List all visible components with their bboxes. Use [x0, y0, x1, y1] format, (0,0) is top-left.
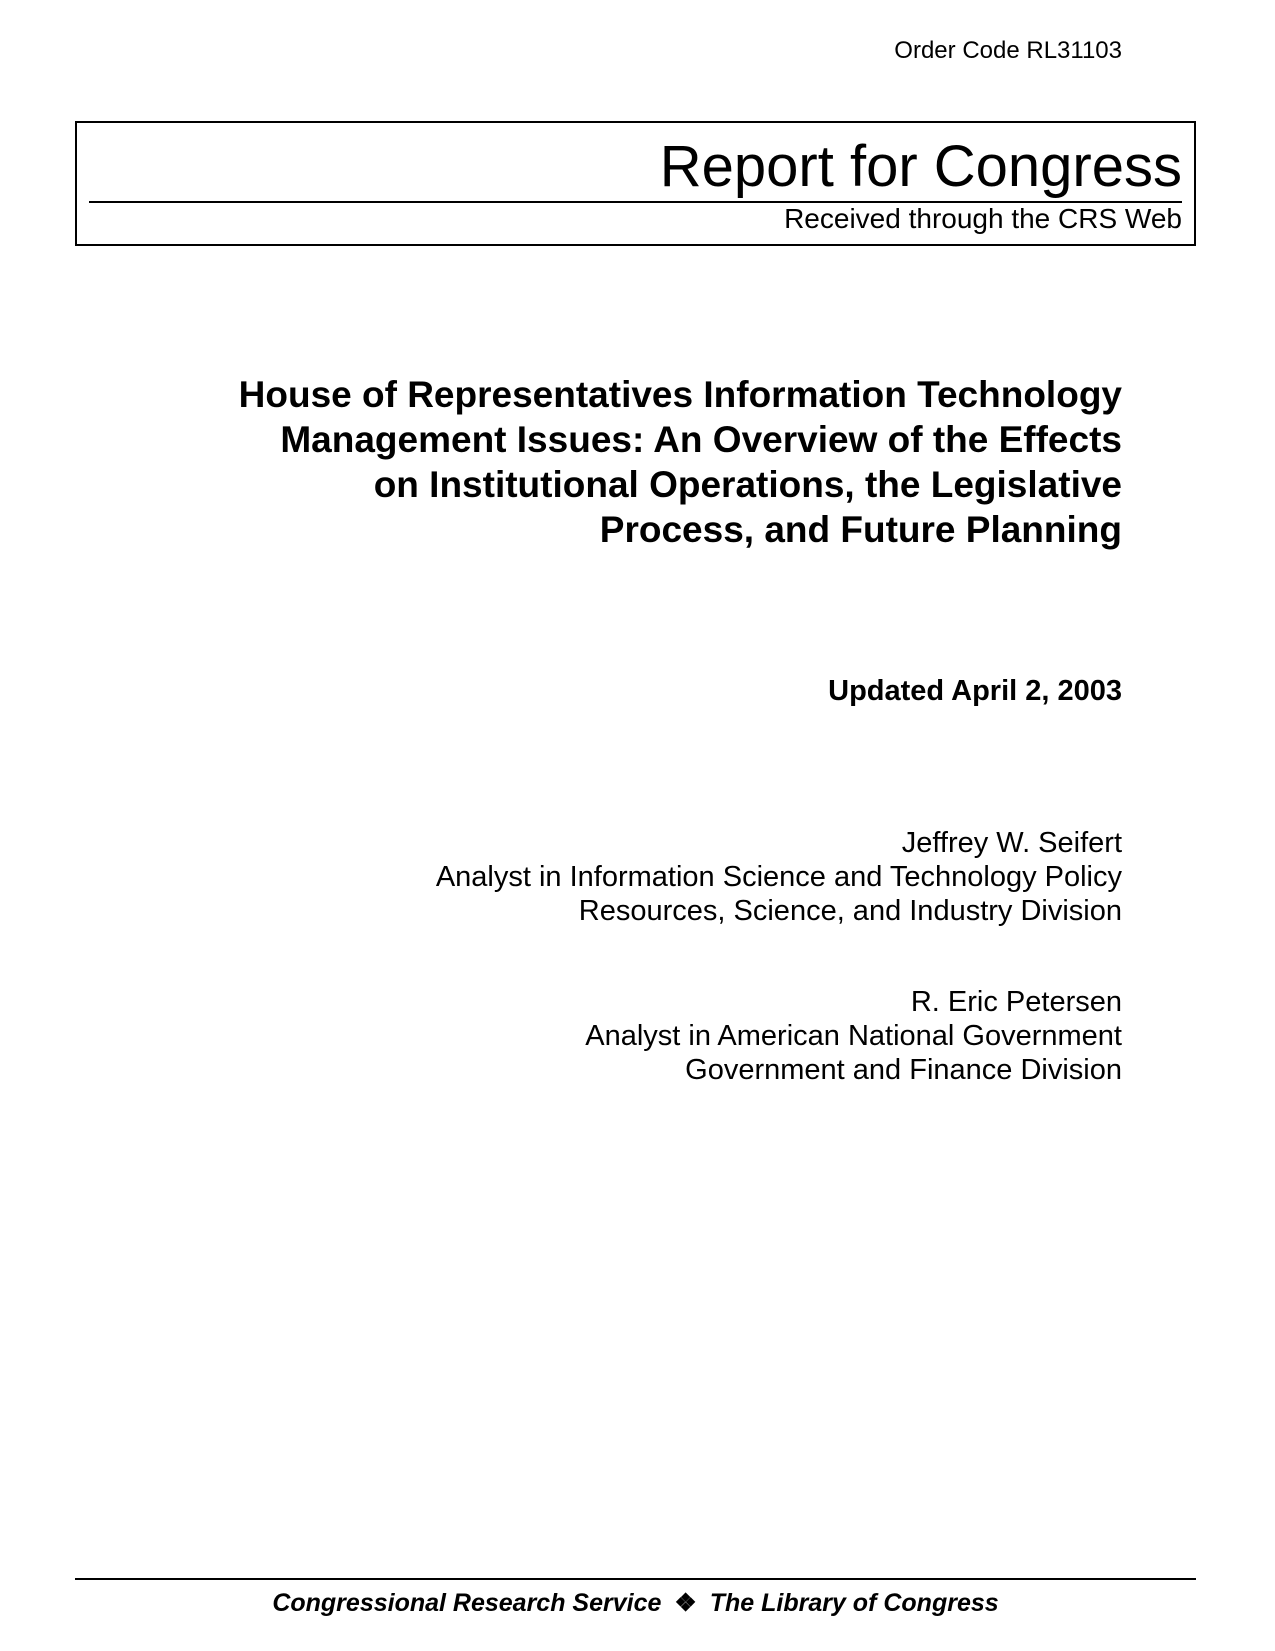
author-block [222, 826, 1122, 928]
report-title-line: House of Representatives Information Technology [238, 374, 1122, 415]
report-header-subtitle: Received through the CRS Web [784, 203, 1182, 234]
footer-library: The Library of Congress [709, 1589, 999, 1617]
author-name: R. Eric Petersen [910, 986, 1122, 1018]
report-title-line: Process, and Future Planning [599, 509, 1122, 550]
footer-org: Congressional Research Service [272, 1589, 662, 1617]
report-header-title: Report for Congress [659, 134, 1182, 199]
report-header-box [75, 121, 1196, 246]
author-block [222, 985, 1122, 1087]
report-title [162, 372, 1122, 552]
author-position: Analyst in Information Science and Technology Policy [435, 861, 1122, 893]
footer-divider [75, 1578, 1196, 1580]
order-code: Order Code RL31103 [894, 37, 1122, 64]
author-position: Analyst in American National Government [585, 1020, 1122, 1052]
report-title-line: on Institutional Operations, the Legislative [373, 464, 1122, 505]
author-name: Jeffrey W. Seifert [901, 827, 1122, 859]
author-division: Resources, Science, and Industry Division [578, 895, 1122, 927]
updated-date: Updated April 2, 2003 [828, 675, 1122, 707]
footer [75, 1588, 1196, 1618]
report-title-line: Management Issues: An Overview of the Effects [280, 419, 1122, 460]
author-division: Government and Finance Division [685, 1054, 1122, 1086]
diamond-separator-icon: ❖ [674, 1589, 697, 1617]
